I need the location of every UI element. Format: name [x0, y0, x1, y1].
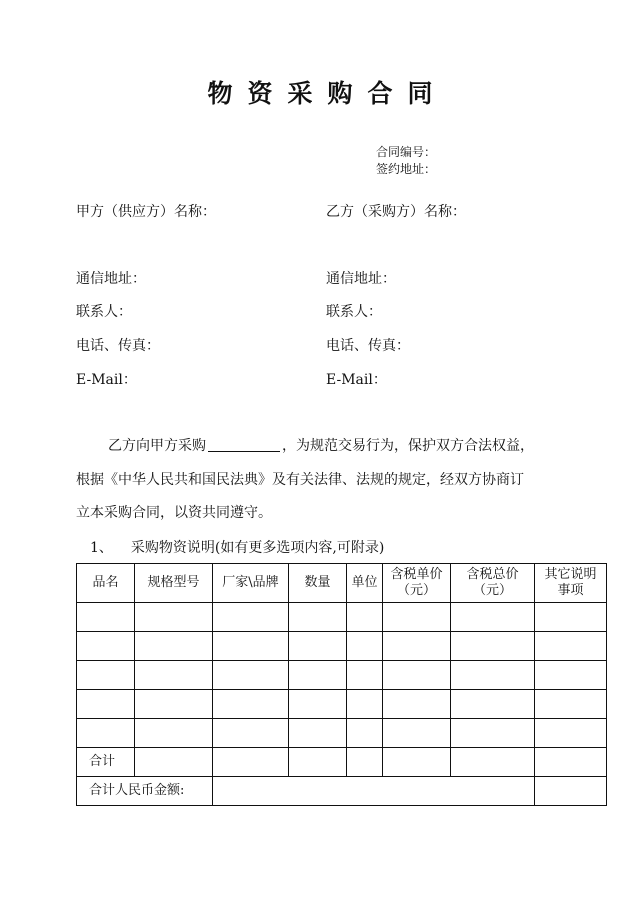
table-cell[interactable] [135, 661, 213, 690]
table-cell[interactable] [289, 603, 347, 632]
table-cell[interactable] [383, 690, 451, 719]
table-cell[interactable] [77, 603, 135, 632]
table-cell[interactable] [383, 719, 451, 748]
party-b-email-label: E-Mail： [326, 372, 387, 388]
contract-number-label: 合同编号： [376, 145, 437, 159]
intro-line-1-pre: 乙方向甲方采购 [108, 438, 206, 454]
table-cell[interactable] [213, 719, 289, 748]
table-cell[interactable] [383, 748, 451, 777]
table-cell[interactable] [213, 661, 289, 690]
party-a-phone-label: 电话、传真： [76, 338, 160, 354]
table-cell[interactable] [347, 632, 383, 661]
rmb-total-label: 合计人民币金额: [77, 777, 213, 806]
header-unit-price [383, 564, 451, 603]
party-b-phone-label: 电话、传真： [326, 338, 410, 354]
party-b-contact-label: 联系人： [326, 304, 382, 320]
sign-place-label: 签约地址： [376, 162, 437, 176]
purchase-item-blank[interactable] [208, 437, 280, 452]
header-total-price [451, 564, 535, 603]
table-cell[interactable] [289, 632, 347, 661]
document-title: 物资采购合同 [207, 79, 448, 108]
table-cell[interactable] [535, 603, 607, 632]
table-cell[interactable] [383, 603, 451, 632]
table-row [77, 632, 607, 661]
table-row [77, 719, 607, 748]
header-notes-line1: 其它说明 [544, 567, 597, 582]
header-name: 品名 [77, 564, 135, 603]
party-a-email-label: E-Mail： [76, 372, 137, 388]
header-unit-price-line2: （元） [396, 583, 436, 598]
total-label: 合计 [77, 748, 135, 777]
table-cell[interactable] [347, 661, 383, 690]
table-cell[interactable] [289, 690, 347, 719]
table-cell[interactable] [213, 632, 289, 661]
table-cell[interactable] [135, 603, 213, 632]
table-cell[interactable] [451, 719, 535, 748]
table-cell[interactable] [451, 632, 535, 661]
table-cell[interactable] [213, 690, 289, 719]
header-notes [535, 564, 607, 603]
table-cell[interactable] [289, 748, 347, 777]
party-a-contact-label: 联系人： [76, 304, 132, 320]
header-spec: 规格型号 [135, 564, 213, 603]
table-cell[interactable] [535, 777, 607, 806]
table-cell[interactable] [347, 690, 383, 719]
table-rmb-row [77, 777, 607, 806]
table-cell[interactable] [77, 661, 135, 690]
table-row [77, 690, 607, 719]
table-cell[interactable] [535, 748, 607, 777]
table-cell[interactable] [213, 603, 289, 632]
table-cell[interactable] [135, 690, 213, 719]
header-total-price-line1: 含税总价 [466, 567, 519, 582]
table-cell[interactable] [347, 748, 383, 777]
table-cell[interactable] [213, 748, 289, 777]
header-brand: 厂家\品牌 [213, 564, 289, 603]
intro-line-1 [108, 435, 534, 455]
table-cell[interactable] [135, 632, 213, 661]
items-table [76, 563, 607, 806]
header-total-price-line2: （元） [472, 583, 512, 598]
party-a-name-label: 甲方（供应方）名称： [76, 204, 216, 220]
intro-line-1-post: ，为规范交易行为，保护双方合法权益， [282, 438, 534, 454]
header-unit-price-line1: 含税单价 [390, 567, 443, 582]
table-cell[interactable] [135, 748, 213, 777]
table-cell[interactable] [77, 719, 135, 748]
table-cell[interactable] [289, 661, 347, 690]
table-cell[interactable] [77, 690, 135, 719]
table-header-row [77, 564, 607, 603]
party-b-address-label: 通信地址： [326, 271, 396, 287]
table-cell[interactable] [451, 661, 535, 690]
table-cell[interactable] [383, 632, 451, 661]
table-cell[interactable] [535, 661, 607, 690]
header-unit: 单位 [347, 564, 383, 603]
table-cell[interactable] [289, 719, 347, 748]
table-cell[interactable] [347, 719, 383, 748]
header-notes-line2: 事项 [557, 583, 584, 598]
header-qty: 数量 [289, 564, 347, 603]
table-cell[interactable] [535, 690, 607, 719]
table-cell[interactable] [535, 632, 607, 661]
intro-line-3: 立本采购合同，以资共同遵守。 [76, 505, 272, 521]
table-cell[interactable] [77, 632, 135, 661]
table-cell[interactable] [347, 603, 383, 632]
section-1-text: 采购物资说明(如有更多选项内容,可附录) [130, 540, 385, 556]
table-cell[interactable] [451, 690, 535, 719]
section-1-heading [90, 537, 384, 557]
table-cell[interactable] [135, 719, 213, 748]
party-b-name-label: 乙方（采购方）名称： [326, 204, 466, 220]
intro-line-2: 根据《中华人民共和国民法典》及有关法律、法规的规定，经双方协商订 [76, 472, 524, 488]
table-row [77, 661, 607, 690]
table-cell[interactable] [451, 603, 535, 632]
section-1-number: 1、 [90, 540, 113, 556]
table-cell[interactable] [451, 748, 535, 777]
party-a-address-label: 通信地址： [76, 271, 146, 287]
table-cell[interactable] [383, 661, 451, 690]
table-total-row [77, 748, 607, 777]
table-cell[interactable] [535, 719, 607, 748]
rmb-total-value-cell[interactable] [213, 777, 535, 806]
table-row [77, 603, 607, 632]
